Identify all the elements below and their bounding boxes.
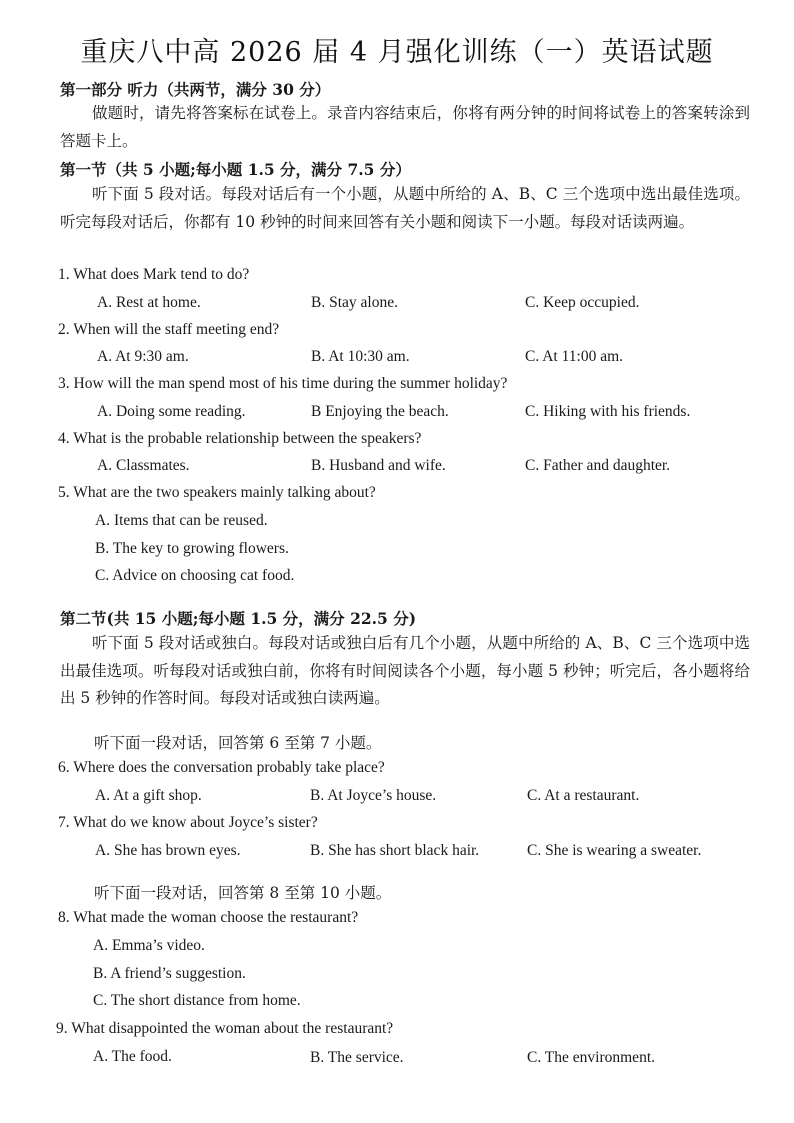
question-6: 6. Where does the conversation probably take place? [58,759,385,776]
question-4: 4. What is the probable relationship between the speakers? [58,430,422,447]
q7-option-c: C. She is wearing a sweater. [527,842,702,859]
question-2: 2. When will the staff meeting end? [58,321,280,338]
q8-option-c: C. The short distance from home. [93,992,301,1009]
q7-option-b: B. She has short black hair. [310,842,480,859]
q9-option-a: A. The food. [93,1048,172,1065]
q1-option-c: C. Keep occupied. [525,294,640,311]
section1-heading: 第一节（共 5 小题;每小题 1.5 分，满分 7.5 分） [60,160,411,179]
question-5: 5. What are the two speakers mainly talking about? [58,484,376,501]
q2-option-b: B. At 10:30 am. [311,348,410,365]
q4-option-a: A. Classmates. [97,457,190,474]
q6-option-c: C. At a restaurant. [527,787,640,804]
q1-option-a: A. Rest at home. [97,294,201,311]
q3-option-b: B Enjoying the beach. [311,403,449,420]
question-9: 9. What disappointed the woman about the restaurant? [56,1020,394,1037]
q2-option-c: C. At 11:00 am. [525,348,624,365]
q3-option-c: C. Hiking with his friends. [525,403,691,420]
q5-option-b: B. The key to growing flowers. [95,540,289,557]
q1-option-b: B. Stay alone. [311,294,398,311]
q4-option-c: C. Father and daughter. [525,457,671,474]
page-title: 重庆八中高 2026 届 4 月强化训练（一）英语试题 [80,37,714,68]
question-8: 8. What made the woman choose the restaurant? [58,909,359,926]
question-7: 7. What do we know about Joyce’s sister? [58,814,318,831]
question-3: 3. How will the man spend most of his time during the summer holiday? [58,375,508,392]
q9-option-c: C. The environment. [527,1049,655,1066]
part1-instruction: 做题时，请先将答案标在试卷上。录音内容结束后，你将有两分钟的时间将试卷上的答案转涂到答题卡上。 [60,104,750,150]
q6-option-a: A. At a gift shop. [95,787,202,804]
part1-heading: 第一部分 听力（共两节，满分 30 分） [60,80,331,99]
question-1: 1. What does Mark tend to do? [58,266,250,283]
q8-option-b: B. A friend’s suggestion. [93,965,246,982]
q7-option-a: A. She has brown eyes. [95,842,241,859]
section1-instruction: 听下面 5 段对话。每段对话后有一个小题，从题中所给的 A、B、C 三个选项中选出最佳选项。听完每段对话后，你都有 10 秒钟的时间来回答有关小题和阅读下一小题。每段对话读两遍。 [60,185,750,231]
q8-option-a: A. Emma’s video. [93,937,205,954]
dialog-intro-6-7: 听下面一段对话，回答第 6 至第 7 小题。 [94,734,382,752]
dialog-intro-8-10: 听下面一段对话，回答第 8 至第 10 小题。 [94,884,392,902]
q4-option-b: B. Husband and wife. [311,457,446,474]
q6-option-b: B. At Joyce’s house. [310,787,437,804]
q2-option-a: A. At 9:30 am. [97,348,189,365]
q5-option-c: C. Advice on choosing cat food. [95,567,295,584]
q3-option-a: A. Doing some reading. [97,403,246,420]
q5-option-a: A. Items that can be reused. [95,512,268,529]
q9-option-b: B. The service. [310,1049,404,1066]
section2-heading: 第二节(共 15 小题;每小题 1.5 分，满分 22.5 分) [60,609,417,628]
section2-instruction: 听下面 5 段对话或独白。每段对话或独白后有几个小题，从题中所给的 A、B、C 三个选项中选出最佳选项。听每段对话或独白前，你将有时间阅读各个小题，每小题 5 秒钟；听完后，各小题将给出 5 秒钟的作答时间。每段对话或独白读两遍。 [60,634,750,707]
